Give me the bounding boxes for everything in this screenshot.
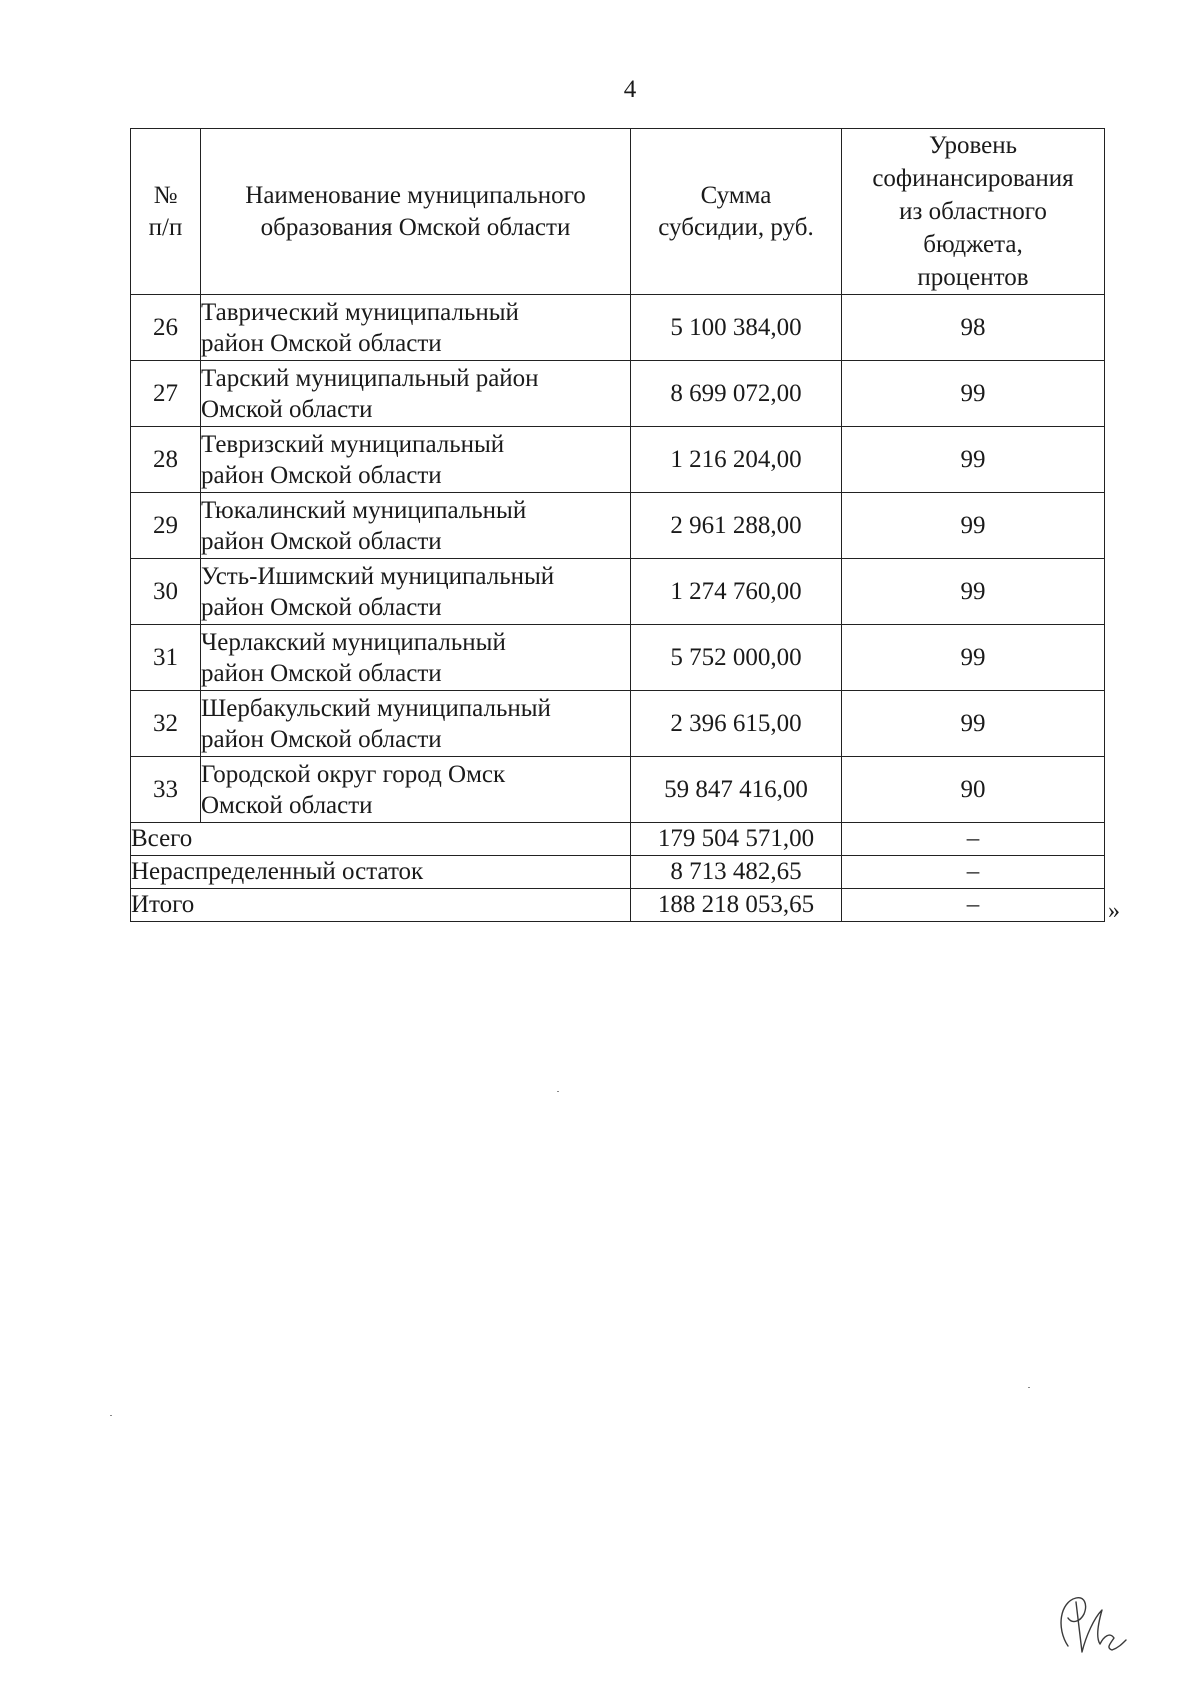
municipality-name	[201, 427, 631, 493]
header-sum	[631, 129, 842, 295]
table-header	[131, 129, 1105, 295]
grand-total-level: –	[842, 889, 1105, 922]
municipality-name	[201, 361, 631, 427]
header-name-line: образования Омской области	[260, 213, 571, 241]
row-number: 31	[131, 625, 201, 691]
handwritten-initials	[1050, 1588, 1130, 1658]
name-line: Таврический муниципальный	[201, 298, 519, 326]
closing-quote: »	[1108, 898, 1120, 924]
header-level-line: софинансирования	[872, 165, 1074, 192]
scan-speck	[110, 1415, 112, 1416]
remainder-sum: 8 713 482,65	[631, 856, 842, 889]
name-line: район Омской области	[201, 527, 442, 555]
name-line: Шербакульский муниципальный	[201, 694, 551, 722]
cofinancing-level: 90	[842, 757, 1105, 823]
total-sum: 179 504 571,00	[631, 823, 842, 856]
header-sum-line: Сумма	[700, 181, 772, 209]
grand-total-row	[131, 889, 1105, 922]
grand-total-label: Итого	[131, 889, 631, 922]
page-number: 4	[623, 76, 637, 103]
name-line: Городской округ город Омск	[201, 760, 506, 788]
municipality-name	[201, 757, 631, 823]
municipality-name	[201, 493, 631, 559]
subsidy-sum: 8 699 072,00	[631, 361, 842, 427]
name-line: Омской области	[201, 395, 373, 423]
remainder-level: –	[842, 856, 1105, 889]
header-level-line: Уровень	[928, 132, 1018, 159]
name-line: район Омской области	[201, 725, 442, 753]
row-number: 32	[131, 691, 201, 757]
subsidy-sum: 1 274 760,00	[631, 559, 842, 625]
municipality-name	[201, 625, 631, 691]
header-sum-line: субсидии, руб.	[658, 213, 814, 241]
header-level-line: процентов	[917, 264, 1029, 291]
table-row	[131, 427, 1105, 493]
subsidy-sum: 2 396 615,00	[631, 691, 842, 757]
municipality-name	[201, 295, 631, 361]
header-number-line: №	[153, 181, 178, 209]
header-name	[201, 129, 631, 295]
cofinancing-level: 99	[842, 691, 1105, 757]
subsidy-sum: 59 847 416,00	[631, 757, 842, 823]
name-line: район Омской области	[201, 659, 442, 687]
name-line: район Омской области	[201, 593, 442, 621]
municipality-name	[201, 691, 631, 757]
subsidy-sum: 5 100 384,00	[631, 295, 842, 361]
subsidy-sum: 1 216 204,00	[631, 427, 842, 493]
scan-speck	[1028, 1387, 1030, 1388]
total-label: Всего	[131, 823, 631, 856]
table-row	[131, 295, 1105, 361]
header-level-line: из областного	[899, 198, 1047, 225]
cofinancing-level: 99	[842, 361, 1105, 427]
municipality-name	[201, 559, 631, 625]
total-level: –	[842, 823, 1105, 856]
name-line: Омской области	[201, 791, 373, 819]
table-row	[131, 691, 1105, 757]
cofinancing-level: 99	[842, 427, 1105, 493]
subsidy-table	[130, 128, 1105, 922]
header-level-line: бюджета,	[923, 231, 1023, 258]
name-line: Черлакский муниципальный	[201, 628, 506, 656]
cofinancing-level: 99	[842, 625, 1105, 691]
table-row	[131, 559, 1105, 625]
grand-total-sum: 188 218 053,65	[631, 889, 842, 922]
subsidy-sum: 5 752 000,00	[631, 625, 842, 691]
row-number: 33	[131, 757, 201, 823]
total-row	[131, 823, 1105, 856]
name-line: Усть-Ишимский муниципальный	[201, 562, 555, 590]
row-number: 28	[131, 427, 201, 493]
name-line: район Омской области	[201, 329, 442, 357]
name-line: Тарский муниципальный район	[201, 364, 539, 392]
header-number-line: п/п	[148, 213, 183, 241]
row-number: 27	[131, 361, 201, 427]
cofinancing-level: 99	[842, 559, 1105, 625]
table-body	[131, 295, 1105, 922]
table-row	[131, 625, 1105, 691]
name-line: Тевризский муниципальный	[201, 430, 505, 458]
header-level	[842, 129, 1105, 295]
remainder-label: Нераспределенный остаток	[131, 856, 631, 889]
cofinancing-level: 98	[842, 295, 1105, 361]
row-number: 29	[131, 493, 201, 559]
table-row	[131, 361, 1105, 427]
row-number: 26	[131, 295, 201, 361]
row-number: 30	[131, 559, 201, 625]
scan-speck	[557, 1091, 559, 1092]
name-line: Тюкалинский муниципальный	[201, 496, 527, 524]
cofinancing-level: 99	[842, 493, 1105, 559]
table-row	[131, 493, 1105, 559]
remainder-row	[131, 856, 1105, 889]
header-number	[131, 129, 201, 295]
header-name-line: Наименование муниципального	[245, 181, 586, 209]
table-row	[131, 757, 1105, 823]
name-line: район Омской области	[201, 461, 442, 489]
subsidy-sum: 2 961 288,00	[631, 493, 842, 559]
